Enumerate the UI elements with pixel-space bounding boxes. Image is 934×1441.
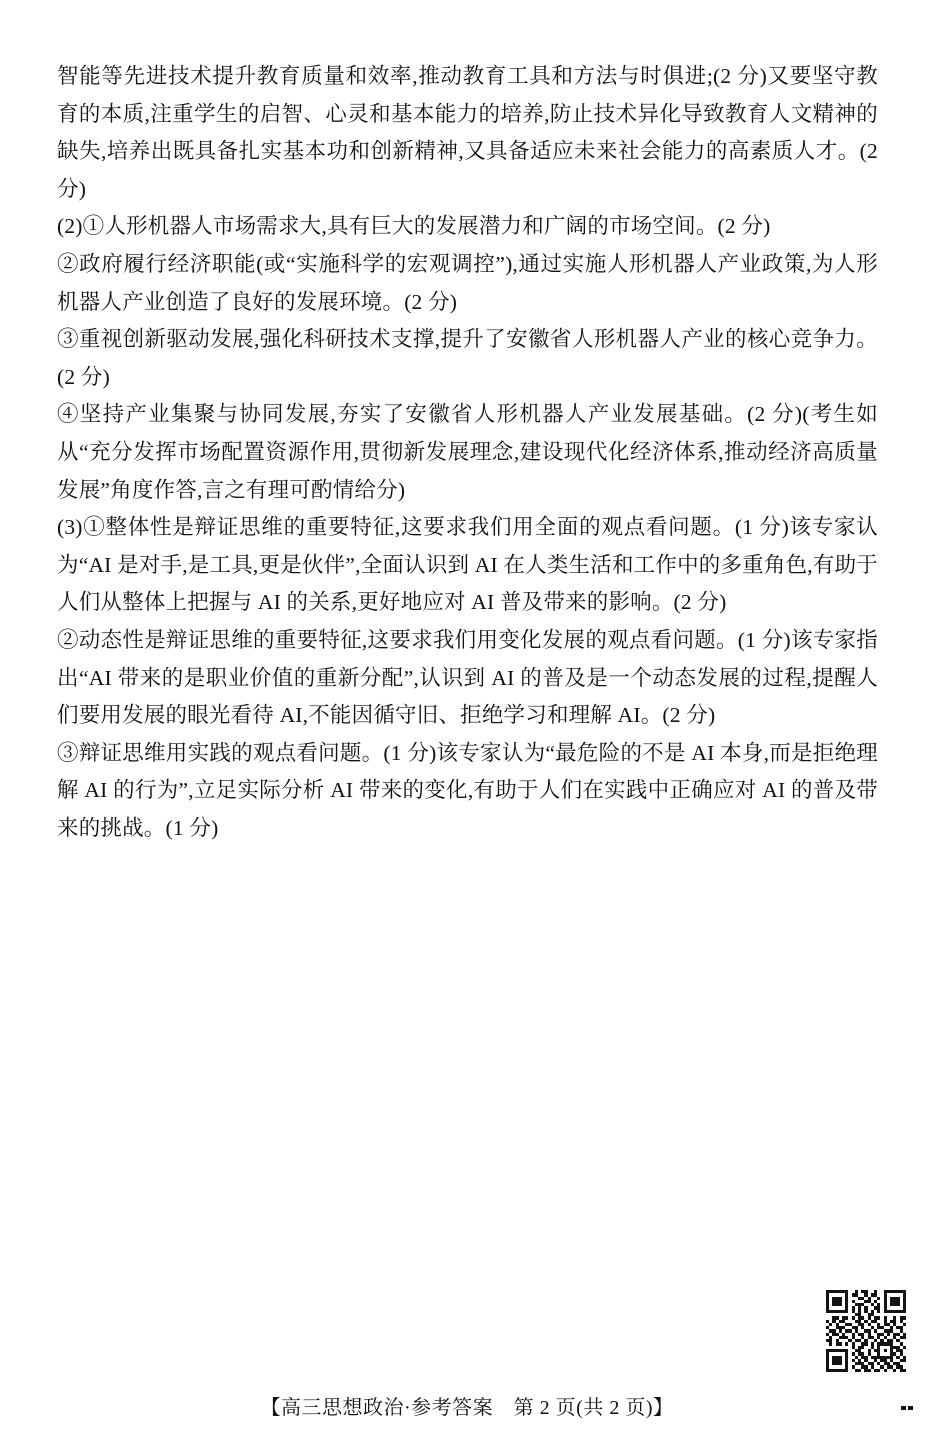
answer-paragraph: ②动态性是辩证思维的重要特征,这要求我们用变化发展的观点看问题。(1 分)该专家指出“AI 带来的是职业价值的重新分配”,认识到 AI 的普及是一个动态发展的过程,提醒人们要用发展的眼光看待 AI,不能因循守旧、拒绝学习和理解 AI。(2 分) — [57, 627, 878, 728]
answer-paragraph: (3)①整体性是辩证思维的重要特征,这要求我们用全面的观点看问题。(1 分)该专家认为“AI 是对手,是工具,更是伙伴”,全面认识到 AI 在人类生活和工作中的多重角色,有助于人们从整体上把握与 AI 的关系,更好地应对 AI 普及带来的影响。(2 分) — [57, 515, 878, 615]
answer-paragraph: 智能等先进技术提升教育质量和效率,推动教育工具和方法与时俱进;(2 分)又要坚守教育的本质,注重学生的启智、心灵和基本能力的培养,防止技术异化导致教育人文精神的缺失,培养出既具备扎实基本功和创新精神,又具备适应未来社会能力的高素质人才。(2 分) — [57, 64, 878, 201]
qr-code — [826, 1290, 906, 1372]
answer-paragraph: ②政府履行经济职能(或“实施科学的宏观调控”),通过实施人形机器人产业政策,为人形机器人产业创造了良好的发展环境。(2 分) — [57, 251, 878, 314]
print-mark-dash — [908, 1406, 913, 1410]
answer-paragraph: ④坚持产业集聚与协同发展,夯实了安徽省人形机器人产业发展基础。(2 分)(考生如从“充分发挥市场配置资源作用,贯彻新发展理念,建设现代化经济体系,推动经济高质量发展”角度作答,言之有理可酌情给分) — [57, 402, 878, 502]
footer-text: 【高三思想政治·参考答案 第 2 页(共 2 页)】 — [260, 1397, 674, 1419]
print-marks — [901, 1406, 913, 1410]
page-footer — [0, 1391, 934, 1420]
answer-paragraph: ③辩证思维用实践的观点看问题。(1 分)该专家认为“最危险的不是 AI 本身,而是拒绝理解 AI 的行为”,立足实际分析 AI 带来的变化,有助于人们在实践中正确应对 AI 的普及带来的挑战。(1 分) — [57, 740, 878, 840]
print-mark-dash — [901, 1406, 906, 1410]
answer-paragraph: ③重视创新驱动发展,强化科研技术支撑,提升了安徽省人形机器人产业的核心竞争力。(2 分) — [57, 327, 878, 389]
answer-paragraph: (2)①人形机器人市场需求大,具有巨大的发展潜力和广阔的市场空间。(2 分) — [57, 214, 771, 239]
answer-text-block — [57, 58, 878, 847]
